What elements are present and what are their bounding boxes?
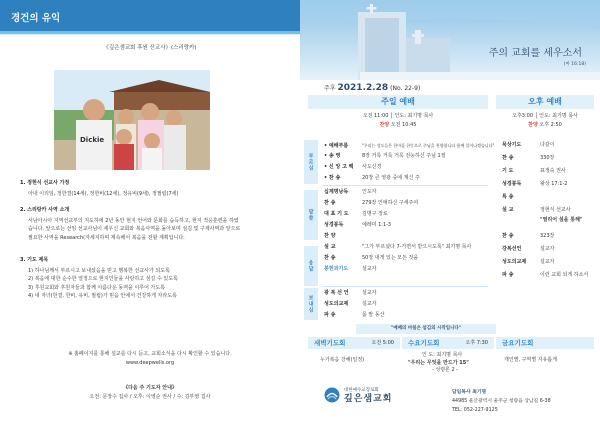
left-header — [0, 0, 300, 34]
right-page — [300, 0, 600, 424]
dawn-prayer-header — [308, 337, 400, 349]
friday-prayer-header — [496, 337, 594, 349]
mission-title: 《깊은샘교회 후원 선교사》(스리랑카) — [103, 45, 197, 51]
afternoon-row: 기 도 표정숙 권사 — [502, 168, 566, 174]
wed-time: 오후 7:30 — [465, 340, 488, 346]
afternoon-row: 성경봉독 왕상 17:1-2 — [502, 181, 568, 187]
afternoon-worship-header: 오후 예배 — [496, 95, 594, 109]
morning-info: 오전 11:00 │ 인도: 최기명 목사 — [362, 113, 434, 119]
section-line: 습니다. 앞으로는 선임 선교사님이 세우신 교회와 복음사역을 돌아보며 섬김 및 구제사역과 앞으로 — [28, 226, 241, 232]
praise-time: 오후 2:50 — [539, 122, 562, 128]
page-title: 경건의 유익 — [11, 13, 61, 24]
wed-title: 수요기도회 — [408, 339, 440, 347]
wed-leader: 인 도: 최기명 목사 — [422, 352, 463, 358]
section-line: 2) 복음에 대한 순수한 열정으로 현지인들을 사랑하고 섬길 수 있도록 — [28, 276, 178, 282]
praise-time: 오전 10:45 — [390, 122, 417, 128]
afternoon-info: 오후3:00 │ 인도: 최기명 목사 — [512, 113, 578, 119]
wed-series: - 성령론 2 - — [432, 367, 459, 373]
wed-topic: "우리는 무엇을 만드가 15" — [408, 360, 469, 366]
date-prefix: 주후 — [324, 85, 336, 92]
afternoon-row: 찬 송 330장 — [502, 155, 555, 161]
morning-row: • 송 영 8장 거룩 거룩 거룩 전능하신 주님 1절 — [324, 153, 446, 159]
praise-label: 찬양 — [379, 122, 390, 128]
cover-image — [300, 0, 600, 80]
morning-row: 찬 송 279장 인애하신 구세주여 — [324, 200, 419, 206]
next-week-block — [0, 384, 300, 402]
morning-row: 찬 송 50장 내게 있는 모든 것을 — [324, 255, 419, 261]
afternoon-row: 묵상기도 다같이 — [502, 142, 555, 148]
morning-row: 성도의교제 설교자 — [324, 301, 377, 307]
denomination: 대한예수교장로회 — [344, 388, 379, 393]
afternoon-row: "열리어 설을 통해" — [540, 217, 583, 223]
svg-text:Dickie: Dickie — [80, 136, 105, 144]
church-name-block — [344, 387, 392, 403]
next-week-names: 오전: 문장수 집사 / 오후: 이영순 권사 / 수: 김부영 집사 — [89, 394, 211, 400]
afternoon-row: 성도의교제 설교자 — [502, 259, 555, 265]
church-logo-icon — [324, 387, 340, 403]
fri-title: 금요기도회 — [502, 339, 534, 347]
section-prayer — [20, 256, 178, 301]
wednesday-prayer-header — [402, 337, 494, 349]
section-ministry — [20, 206, 240, 242]
cover-title: 주의 교회를 세우소서 — [488, 48, 582, 59]
tab-word: 말씀 — [304, 190, 318, 240]
tab-calling: 부르심 — [304, 140, 318, 184]
date-suffix: (No. 22-9) — [390, 85, 421, 92]
divider — [322, 286, 488, 287]
next-week-title: 《다음 주 기도자 안내》 — [123, 385, 177, 391]
section-line: 1) 하나님께서 부르시고 보내셨음을 믿고 행복한 선교사가 되도록 — [28, 267, 170, 274]
morning-row: 성경봉독 예레미 1:1-3 — [324, 222, 392, 228]
morning-worship-header: 주일 예배 — [308, 95, 488, 109]
morning-row: 대 표 기 도 김명구 장로 — [324, 211, 388, 217]
cover-reference: (마 16:18) — [563, 62, 586, 67]
afternoon-row: 특 송 — [502, 194, 514, 200]
dawn-title: 새벽기도회 — [314, 339, 346, 347]
section-heading: 2. 스리랑카 사역 소개 — [20, 207, 70, 213]
morning-praise — [308, 121, 488, 128]
tab-response: 응답 — [304, 246, 318, 286]
homepage-note: ※ 홈페이지를 통해 설교를 다시 듣고, 교회소식을 다시 확인할 수 있습니다. — [68, 351, 232, 357]
date-value: 2021.2.28 — [337, 83, 389, 93]
section-heading: 3. 기도 제목 — [20, 257, 49, 263]
morning-row: 찬 양 — [324, 233, 336, 239]
bulletin-date — [324, 83, 420, 93]
afternoon-row: 찬 송 323장 — [502, 233, 555, 239]
section-family — [20, 179, 178, 198]
morning-row: • 신 앙 고 백 사도신경 — [324, 164, 382, 170]
worship-notice: "예배의 마침은 섬김의 시작입니다" — [356, 324, 496, 334]
section-line: 아내 이리임, 정한결(14세), 정한비(12세), 정유비(9세), 정필립(7세) — [28, 190, 179, 197]
morning-row: 봉헌과기도 설교자 — [324, 266, 377, 272]
divider — [322, 185, 488, 186]
senior-pastor: 담임목사 최기명 — [452, 390, 487, 395]
afternoon-row: 설 교 정현식 선교사 — [502, 207, 571, 213]
morning-row: 파 송 몸 맘 동산 — [324, 312, 385, 318]
morning-row: • 찬 송 20장 큰 영광 중에 계신 주 — [324, 175, 420, 181]
homepage-block — [0, 350, 300, 368]
afternoon-row: 강복선언 설교자 — [502, 246, 555, 252]
fri-text: 개인별, 구역별 자유롭게 — [504, 357, 558, 363]
dawn-text: 누가복음 강해(일정) — [320, 357, 365, 363]
section-line: 필요한 사역을 Research(자세지하며 계속해서 복음을 전할 계획입니다. — [28, 234, 185, 241]
morning-row: 설 교 "그가 부르셨다 7-가면서 받으시도록" 최기명 목사 — [324, 244, 472, 250]
tab-sending: 보내심 — [304, 288, 318, 320]
section-line: 서남아시아 지역선교부의 지도하에 2년 동안 현지 언어와 문화를 습득하고, 현지 적응훈련을 하였 — [28, 217, 239, 224]
morning-row: • 예배부름 "우리는 성도들은 한마음 한뜻으로 주님을 찬양합니다 함께 일어나겠습니다" — [324, 143, 495, 149]
church-name: 깊은샘교회 — [344, 394, 393, 404]
praise-label: 찬양 — [528, 122, 538, 128]
section-heading: 1. 정현식 선교사 가정 — [20, 180, 70, 186]
dawn-time: 오전 5:00 — [371, 340, 394, 346]
telephone: TEL: 052-227-9125 — [452, 408, 498, 413]
homepage-url[interactable]: www.deepwells.org — [125, 360, 175, 366]
section-line: 4) 네 자녀(한결, 한비, 유비, 필립)가 믿음 안에서 건강하게 자라도록 — [28, 293, 177, 299]
afternoon-praise — [496, 121, 594, 128]
address: 44985 울산광역시 울주군 청량읍 상남길 6-38 — [452, 399, 551, 404]
morning-row: 십계명낭독 인도자 — [324, 189, 377, 195]
family-photo — [54, 70, 210, 170]
divider — [0, 34, 300, 35]
afternoon-row: 파 송 이런 교회 되게 하소서 — [502, 272, 589, 278]
church-address-block — [452, 388, 551, 415]
section-line: 3) 후원교회와 후원자들과 함께 아름다운 동역을 이루어 가도록 — [28, 284, 166, 291]
morning-row: 광 복 선 언 설교자 — [324, 290, 377, 296]
